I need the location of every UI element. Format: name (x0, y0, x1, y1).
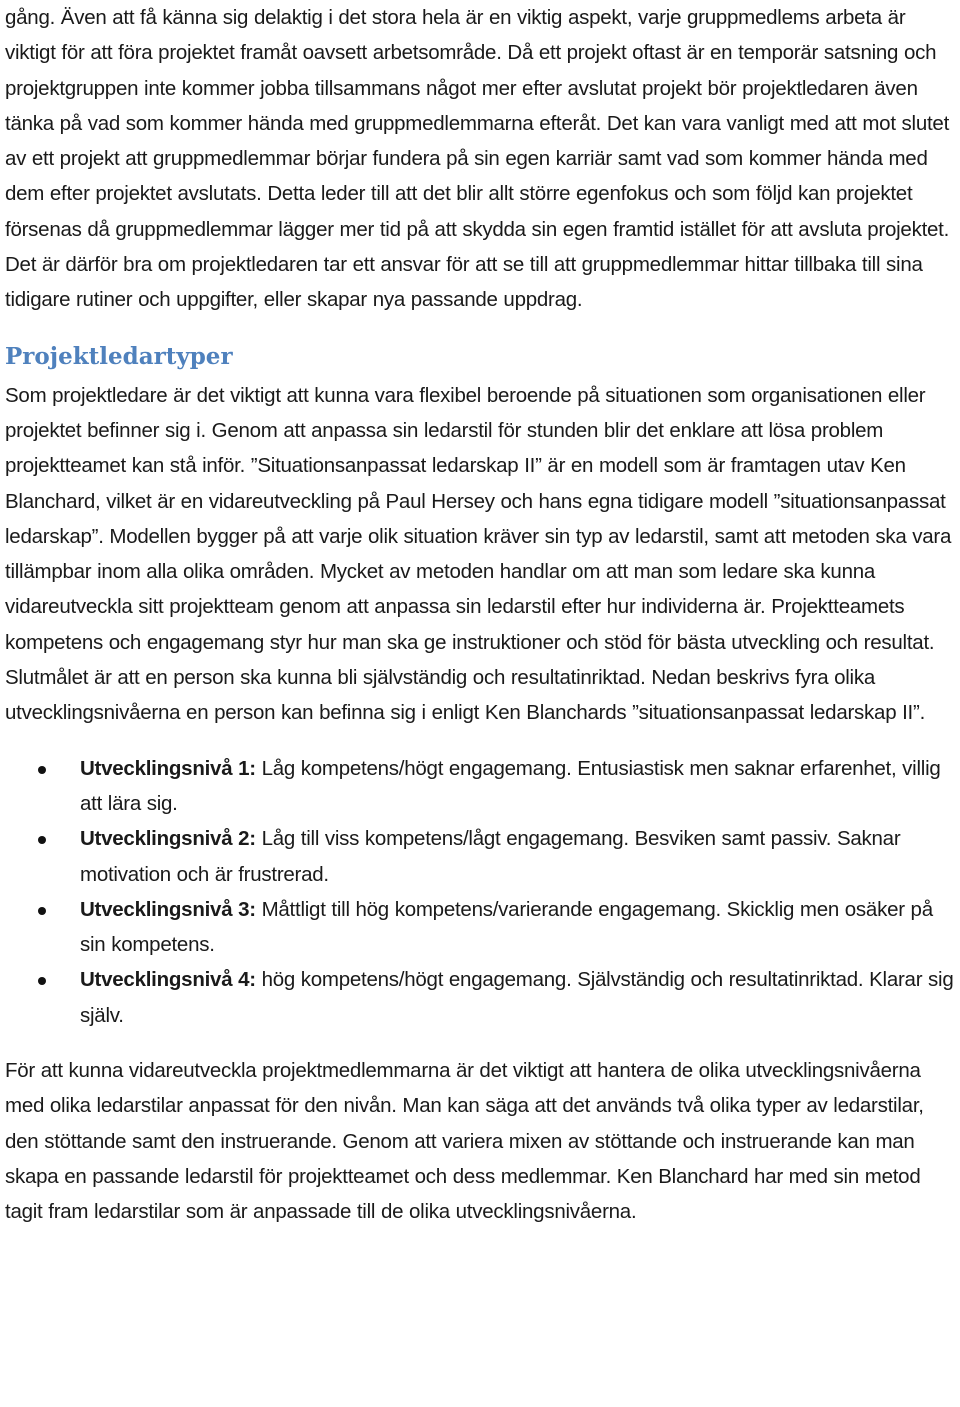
list-item (5, 892, 957, 963)
section-paragraph: Som projektledare är det viktigt att kunna vara flexibel beroende på situationen som organisationen eller projektet befinner sig i. Genom att anpassa sin ledarstil för stunden blir det enklare att lösa problem projektteamet kan stå inför. ”Situationsanpassat ledarskap II” är en modell som är framtagen utav Ken Blanchard, vilket är en vidareutveckling på Paul Hersey och hans egna tidigare modell ”situationsanpassat ledarskap”. Modellen bygger på att varje olik situation kräver sin typ av ledarstil, samt att metoden ska vara tillämpbar inom alla olika områden. Mycket av metoden handlar om att man som ledare ska kunna vidareutveckla sitt projektteam genom att anpassa sin ledarstil efter hur individerna är. Projektteamets kompetens och engagemang styr hur man ska ge instruktioner och stöd för bästa utveckling och resultat. Slutmålet är att en person ska kunna bli självständig och resultatinriktad. Nedan beskrivs fyra olika utvecklingsnivåerna en person kan befinna sig i enligt Ken Blanchards ”situationsanpassat ledarskap II”. (5, 383, 952, 725)
development-levels-list (5, 751, 957, 1033)
document-page (5, 0, 957, 1230)
intro-paragraph: gång. Även att få känna sig delaktig i det stora hela är en viktig aspekt, varje gruppmedlems arbeta är viktigt för att föra projektet framåt oavsett arbetsområde. Då ett projekt oftast är en temporär satsning och projektgruppen inte kommer jobba tillsammans något mer efter avslutat projekt bör projektledaren även tänka på vad som kommer hända med gruppmedlemmarna efteråt. Det kan vara vanligt med att mot slutet av ett projekt att gruppmedlemmar börjar fundera på sin egen karriär samt vad som kommer hända med dem efter projektet avslutats. Detta leder till att det blir allt större egenfokus och som följd kan projektet försenas då gruppmedlemmar lägger mer tid på att skydda sin egen framtid istället för att avsluta projektet. Det är därför bra om projektledaren tar ett ansvar för att se till att gruppmedlemmar hittar tillbaka till sina tidigare rutiner och uppgifter, eller skapar nya passande uppdrag. (5, 6, 950, 312)
level-text: hög kompetens/högt engagemang. Självständig och resultatinriktad. Klarar sig själv. (80, 968, 954, 1027)
level-label: Utvecklingsnivå 1: (80, 756, 256, 780)
bullet-icon (38, 766, 46, 774)
level-text: Låg kompetens/högt engagemang. Entusiastisk men saknar erfarenhet, villig att lära sig. (80, 756, 941, 815)
bullet-icon (38, 977, 46, 985)
level-label: Utvecklingsnivå 3: (80, 897, 256, 921)
level-text: Låg till viss kompetens/lågt engagemang. Besviken samt passiv. Saknar motivation och är frustrerad. (80, 827, 901, 886)
bullet-icon (38, 836, 46, 844)
level-text: Måttligt till hög kompetens/varierande engagemang. Skicklig men osäker på sin kompetens. (80, 897, 933, 957)
level-label: Utvecklingsnivå 2: (80, 827, 256, 851)
list-item (5, 751, 957, 822)
list-item (5, 962, 957, 1033)
section-heading: Projektledartyper (5, 342, 233, 370)
closing-paragraph: För att kunna vidareutveckla projektmedlemmarna är det viktigt att hantera de olika utvecklingsnivåerna med olika ledarstilar anpassat för den nivån. Man kan säga att det används två olika typer av ledarstilar, den stöttande samt den instruerande. Genom att variera mixen av stöttande och instruerande kan man skapa en passande ledarstil för projektteamet och dess medlemmar. Ken Blanchard har med sin metod tagit fram ledarstilar som är anpassade till de olika utvecklingsnivåerna. (5, 1059, 924, 1224)
list-item (5, 821, 957, 892)
bullet-icon (38, 907, 46, 915)
level-label: Utvecklingsnivå 4: (80, 968, 256, 992)
